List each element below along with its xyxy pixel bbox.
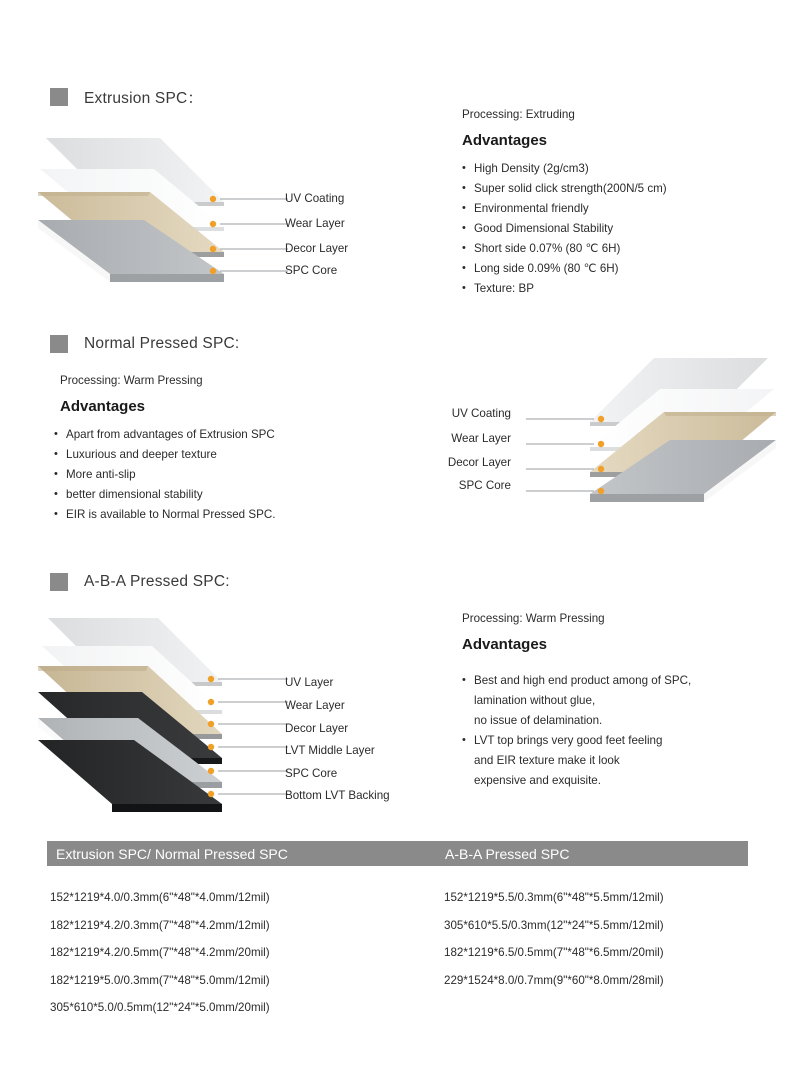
spec-row: 182*1219*4.2/0.3mm(7"*48"*4.2mm/12mil) [50, 918, 270, 932]
section-title: A-B-A Pressed SPC: [84, 573, 230, 590]
list-item-line: • Best and high end product among of SPC, [474, 674, 692, 687]
layer-label-wear: Wear Layer [285, 217, 345, 230]
spec-row: 305*610*5.0/0.5mm(12"*24"*5.0mm/20mil) [50, 1001, 270, 1014]
advantages-title: Advantages [462, 636, 548, 653]
processing-line: Processing: Warm Pressing [60, 374, 203, 387]
spec-row: 152*1219*5.5/0.3mm(6"*48"*5.5mm/12mil) [444, 891, 664, 904]
list-item: • High Density (2g/cm3) [462, 159, 667, 179]
processing-line: Processing: Extruding [462, 108, 575, 121]
list-item-line: expensive and exquisite. [474, 774, 601, 787]
list-item [462, 731, 691, 791]
advantages-title: Advantages [60, 398, 146, 415]
spec-row: 182*1219*4.2/0.5mm(7"*48"*4.2mm/20mil) [50, 946, 270, 959]
section-marker-square [50, 88, 68, 106]
list-item: • Luxurious and deeper texture [54, 445, 275, 465]
layer-label-wear: Wear Layer [285, 699, 345, 712]
aba-pressed-spc-text-block [462, 612, 691, 791]
layer-label-uv: UV Layer [285, 676, 334, 689]
list-item: • better dimensional stability [54, 485, 275, 505]
normal-pressed-spc-layer-diagram [508, 352, 794, 512]
section-title: Normal Pressed SPC: [84, 335, 240, 352]
spec-column-aba-pressed [444, 884, 664, 994]
section-heading-extrusion [50, 86, 203, 108]
list-item: • Long side 0.09% (80 ℃ 6H) [462, 259, 667, 279]
extrusion-spc-layer-diagram [38, 132, 288, 292]
layer-label-decor: Decor Layer [285, 722, 349, 735]
processing-line: Processing: Warm Pressing [462, 612, 605, 625]
list-item [462, 671, 691, 731]
layer-label-lvt-middle: LVT Middle Layer [285, 744, 375, 757]
spec-column-header-right: A-B-A Pressed SPC [445, 845, 570, 862]
spec-column-header-left: Extrusion SPC/ Normal Pressed SPC [56, 845, 288, 862]
list-item-line: and EIR texture make it look [474, 754, 620, 767]
leader-dots [210, 196, 216, 274]
advantages-title: Advantages [462, 132, 548, 149]
section-heading-aba-pressed [50, 573, 230, 591]
layer-label-decor: Decor Layer [447, 456, 511, 469]
leader-lines [218, 679, 288, 794]
list-item: • Apart from advantages of Extrusion SPC [54, 425, 275, 445]
section-heading-normal-pressed [50, 335, 239, 353]
layer-label-bottom-lvt-backing: Bottom LVT Backing [285, 789, 390, 802]
spec-row: 229*1524*8.0/0.7mm(9"*60"*8.0mm/28mil) [444, 973, 664, 987]
list-item: • Good Dimensional Stability [462, 219, 667, 239]
advantages-list [54, 425, 275, 525]
list-item-line: • LVT top brings very good feet feeling [474, 734, 663, 747]
advantages-list [462, 671, 691, 791]
list-item: • Short side 0.07% (80 ℃ 6H) [462, 239, 667, 259]
layer-label-uv-coating: UV Coating [285, 192, 345, 205]
spec-row: 182*1219*5.0/0.3mm(7"*48"*5.0mm/12mil) [50, 973, 270, 987]
list-item-line: lamination without glue, [474, 694, 596, 707]
layer-label-wear: Wear Layer [451, 432, 511, 445]
spec-row: 182*1219*6.5/0.5mm(7"*48"*6.5mm/20mil) [444, 946, 664, 959]
spec-row: 305*610*5.5/0.3mm(12"*24"*5.5mm/12mil) [444, 918, 664, 932]
normal-pressed-spc-text-block [60, 374, 275, 525]
section-title: Extrusion SPC： [84, 90, 204, 107]
advantages-list [462, 159, 667, 299]
list-item: • More anti-slip [54, 465, 275, 485]
leader-lines [220, 199, 288, 271]
list-item: • Super solid click strength(200N/5 cm) [462, 179, 667, 199]
list-item: • Texture: BP [462, 279, 667, 299]
layer-label-spc-core: SPC Core [285, 264, 338, 277]
extrusion-spc-text-block [462, 108, 667, 299]
list-item: • Environmental friendly [462, 199, 667, 219]
spec-column-extrusion-normal [50, 884, 270, 1022]
section-marker-square [50, 335, 68, 353]
layer-label-spc-core: SPC Core [285, 767, 338, 780]
section-marker-square [50, 573, 68, 591]
layer-label-decor: Decor Layer [285, 242, 349, 255]
list-item-line: no issue of delamination. [474, 714, 603, 727]
leader-dots [598, 416, 604, 494]
leader-lines [526, 419, 594, 491]
spec-table-header-bar [47, 841, 748, 866]
layer-label-uv-coating: UV Coating [451, 407, 511, 420]
list-item: • EIR is available to Normal Pressed SPC. [54, 505, 275, 525]
spec-row: 152*1219*4.0/0.3mm(6"*48"*4.0mm/12mil) [50, 891, 270, 904]
layer-label-spc-core: SPC Core [458, 479, 511, 492]
aba-pressed-spc-layer-diagram [38, 614, 288, 819]
